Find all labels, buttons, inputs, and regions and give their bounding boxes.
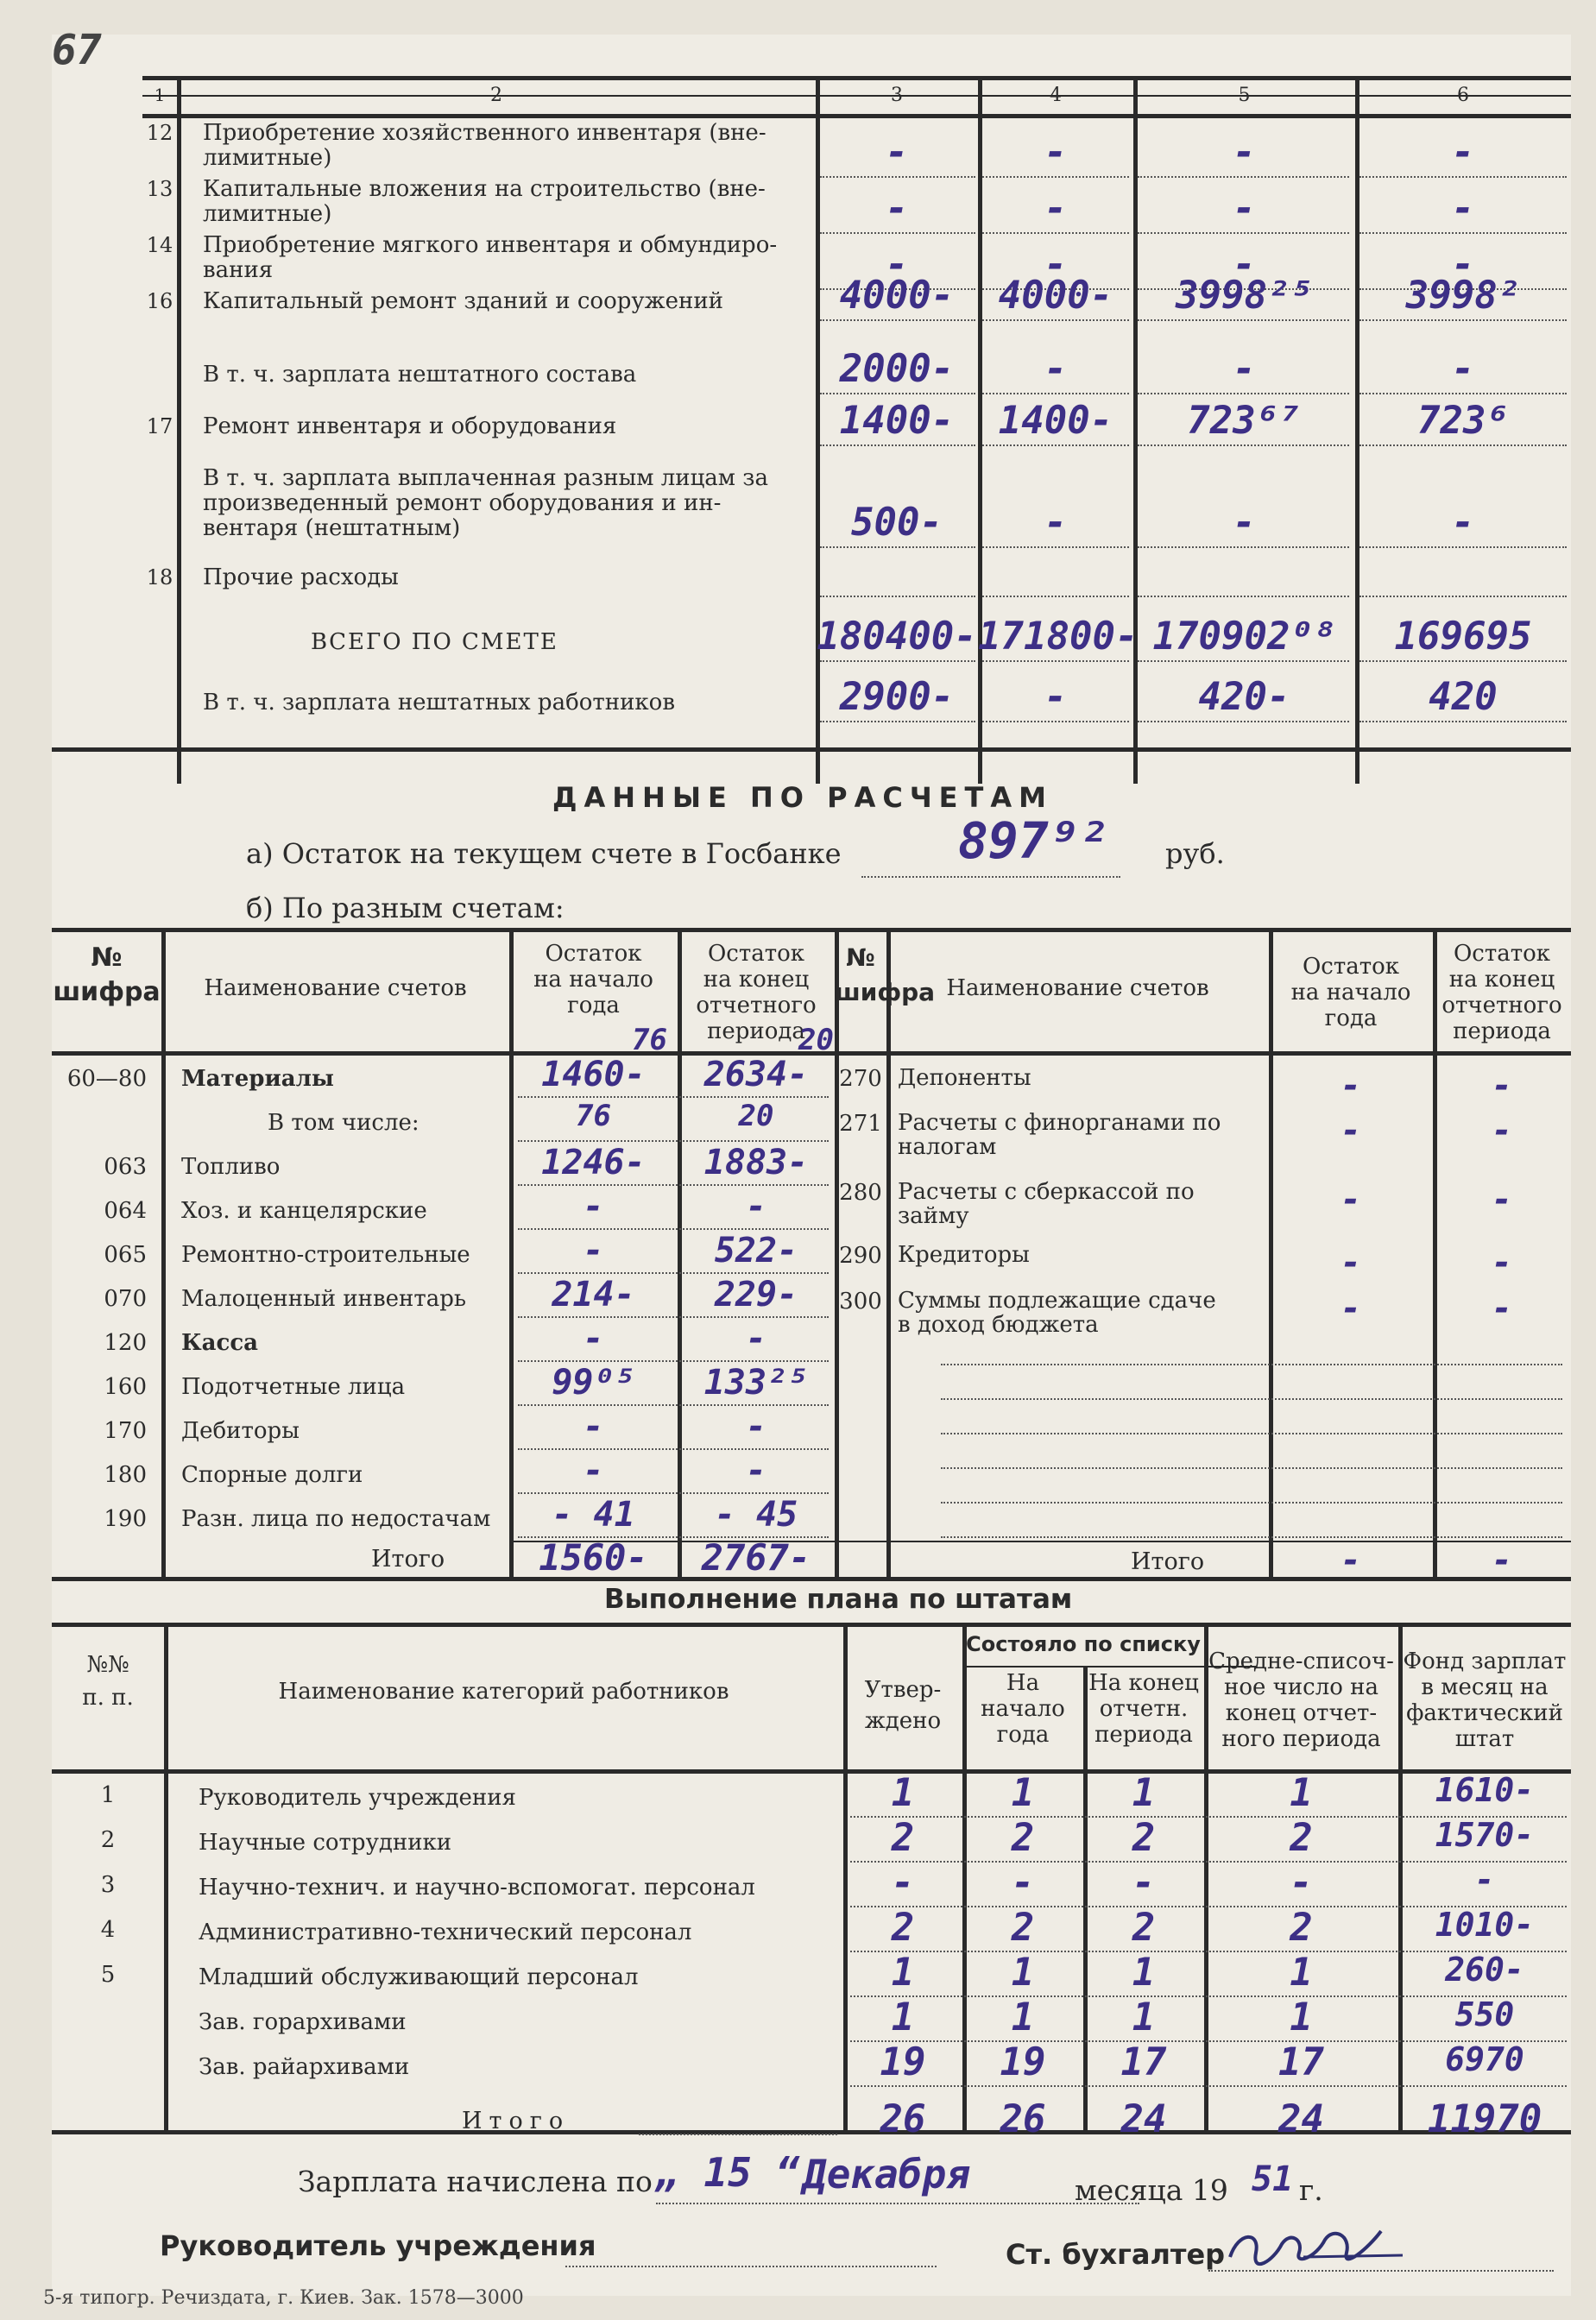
blank-rule — [941, 1536, 1562, 1538]
account-name: Разн. лица по недостачам — [181, 1506, 491, 1532]
row-value: - — [885, 130, 909, 174]
col-number-3: 3 — [891, 85, 903, 106]
header-end-right: Остаток на конец отчетного периода — [1441, 941, 1562, 1044]
row-value: - — [1044, 347, 1068, 391]
row-value: 1400- — [839, 399, 955, 443]
staff-header-approved: Утвер- ждено — [864, 1677, 942, 1734]
header-note-end: 20 — [798, 1023, 834, 1057]
staff-row-fund: 6970 — [1445, 2040, 1524, 2078]
bank-balance-line — [246, 837, 842, 870]
account-end: - — [745, 1407, 767, 1447]
row-rule — [1359, 232, 1567, 234]
staff-total-approved: 26 — [880, 2097, 926, 2141]
account-code: 300 — [839, 1289, 882, 1314]
staff-row-avg: 1 — [1290, 1951, 1313, 1995]
row-label: Прочие расходы — [203, 564, 399, 590]
account-rule — [518, 1272, 829, 1274]
row-value: 2900- — [839, 675, 955, 719]
staff-total-avg: 24 — [1278, 2097, 1324, 2141]
row-value: 169695 — [1394, 615, 1532, 659]
account-code: 070 — [104, 1286, 147, 1312]
header-name-left: Наименование счетов — [204, 975, 467, 1001]
staff-row-fund: 1610- — [1435, 1771, 1535, 1809]
account-rule — [518, 1184, 829, 1186]
staff-row-start: - — [1011, 1861, 1035, 1905]
staff-header-fund: Фонд зарплат в месяц на фактический штат — [1403, 1649, 1567, 1752]
salary-suffix: г. — [1299, 2173, 1323, 2207]
row-label: Капитальные вложения на строительство (вне- лимитные) — [203, 176, 766, 227]
account-rule — [518, 1316, 829, 1318]
left-total-label: Итого — [371, 1546, 445, 1573]
row-rule — [820, 393, 975, 394]
row-rule — [982, 176, 1129, 178]
account-code: 270 — [839, 1066, 882, 1092]
row-label: В т. ч. зарплата нештатного состава — [203, 362, 637, 388]
row-value: 1400- — [998, 399, 1113, 443]
staff-row-rule — [850, 2085, 1567, 2087]
row-number: 17 — [146, 414, 173, 438]
row-value: 4000- — [839, 274, 955, 318]
account-rule — [518, 1360, 829, 1362]
staff-row-name: Младший обслуживающий персонал — [199, 1964, 639, 1990]
row-rule — [1138, 176, 1349, 178]
header-start-right: Остаток на начало года — [1290, 954, 1411, 1031]
account-end: 522- — [714, 1231, 798, 1270]
various-accounts-label: б) По разным счетам: — [246, 892, 565, 924]
accountant-signature — [1221, 2214, 1411, 2274]
staff-row-fund: 1010- — [1435, 1906, 1535, 1944]
row-number: 13 — [146, 177, 173, 201]
account-start: - — [583, 1407, 604, 1447]
col-number-4: 4 — [1050, 85, 1062, 106]
row-rule — [1138, 660, 1349, 662]
row-value: 2000- — [839, 347, 955, 391]
account-code: 065 — [104, 1242, 147, 1268]
row-value: 170902⁰⁸ — [1152, 615, 1336, 659]
salary-day: „ 15 “ — [656, 2149, 800, 2196]
account-code: 160 — [104, 1374, 147, 1400]
staff-row-start: 1 — [1011, 1995, 1035, 2039]
header-note-start: 76 — [632, 1023, 667, 1057]
account-name: Ремонтно-строительные — [181, 1242, 470, 1268]
staff-row-fund: 1570- — [1435, 1816, 1535, 1854]
account-code: 290 — [839, 1243, 882, 1269]
row-number: 16 — [146, 289, 173, 313]
row-rule — [982, 232, 1129, 234]
header-name-right: Наименование счетов — [946, 975, 1209, 1001]
blank-rule — [941, 1364, 1562, 1365]
staff-row-number: 1 — [100, 1782, 116, 1808]
row-rule — [1359, 444, 1567, 446]
staff-row-fund: 260- — [1445, 1951, 1524, 1989]
row-value: - — [1044, 243, 1068, 287]
row-value: 500- — [851, 501, 943, 545]
right-total-start: - — [1340, 1541, 1362, 1580]
staff-header-group: Состояло по списку — [966, 1632, 1201, 1656]
account-start: - — [1340, 1180, 1362, 1220]
staff-row-approved: - — [891, 1861, 915, 1905]
row-rule — [820, 319, 975, 321]
row-value: 4000- — [998, 274, 1113, 318]
settlements-title: ДАННЫЕ ПО РАСЧЕТАМ — [552, 781, 1053, 814]
account-end: - — [745, 1187, 767, 1226]
staff-row-number: 2 — [100, 1827, 116, 1853]
account-start: - — [1340, 1243, 1362, 1283]
staff-row-approved: 2 — [891, 1816, 915, 1860]
staff-row-start: 1 — [1011, 1771, 1035, 1815]
row-rule — [1359, 319, 1567, 321]
header-code-left: № шифра — [53, 942, 161, 1007]
account-rule — [518, 1228, 829, 1230]
staff-row-approved: 1 — [891, 1771, 915, 1815]
staff-header-avg: Средне-списоч- ное число на конец отчет- ного периода — [1208, 1649, 1394, 1752]
staff-row-avg: 17 — [1278, 2040, 1324, 2084]
col-number-1: 1 — [154, 85, 166, 105]
row-label: Капитальный ремонт зданий и сооружений — [203, 288, 723, 314]
row-value: 420 — [1429, 675, 1498, 719]
row-value: - — [1451, 501, 1475, 545]
staff-row-name: Руководитель учреждения — [199, 1785, 516, 1811]
staff-row-avg: - — [1290, 1861, 1313, 1905]
account-end: - — [1491, 1111, 1513, 1151]
account-rule — [518, 1096, 829, 1098]
row-rule — [982, 660, 1129, 662]
staff-header-start: На начало года — [981, 1670, 1065, 1748]
row-value: - — [1451, 243, 1475, 287]
staff-row-approved: 1 — [891, 1951, 915, 1995]
staff-row-end: 1 — [1132, 1771, 1156, 1815]
staff-row-approved: 2 — [891, 1906, 915, 1950]
row-value: - — [1044, 675, 1068, 719]
staff-row-name: Научно-технич. и научно-вспомогат. персонал — [199, 1875, 755, 1901]
account-start: - — [583, 1451, 604, 1491]
row-value: 180400- — [817, 615, 977, 659]
staff-row-start: 19 — [1000, 2040, 1046, 2084]
accountant-label: Ст. бухгалтер — [1006, 2238, 1226, 2271]
row-label: Приобретение мягкого инвентаря и обмундиро- вания — [203, 232, 778, 283]
account-end: - 45 — [714, 1495, 798, 1535]
bank-balance-value: 897⁹² — [958, 811, 1109, 870]
account-code: 063 — [104, 1154, 147, 1180]
staff-row-end: 2 — [1132, 1906, 1156, 1950]
left-total-start: 1560- — [539, 1536, 648, 1579]
staff-row-avg: 2 — [1290, 1906, 1313, 1950]
account-name: Расчеты с финорганами по налогам — [898, 1110, 1221, 1160]
header-start-left: Остаток на начало года — [533, 941, 653, 1018]
account-code: 271 — [839, 1111, 882, 1137]
account-start: - — [583, 1319, 604, 1359]
header-end-left: Остаток на конец отчетного периода — [696, 941, 817, 1044]
account-code: 120 — [104, 1330, 147, 1356]
staff-row-start: 2 — [1011, 1906, 1035, 1950]
row-rule — [982, 546, 1129, 548]
left-total-end: 2767- — [701, 1536, 811, 1579]
account-start: 99⁰⁵ — [552, 1363, 635, 1403]
document-page — [43, 26, 1571, 2309]
staff-row-fund: 550 — [1454, 1995, 1515, 2033]
staff-row-fund: - — [1474, 1861, 1495, 1899]
account-rule — [518, 1448, 829, 1450]
row-value: - — [1233, 501, 1256, 545]
row-rule — [982, 596, 1129, 597]
staff-row-avg: 1 — [1290, 1995, 1313, 2039]
staff-row-approved: 19 — [880, 2040, 926, 2084]
row-rule — [982, 444, 1129, 446]
account-start: 1246- — [541, 1143, 646, 1182]
row-rule — [1138, 721, 1349, 722]
account-name: Подотчетные лица — [181, 1374, 406, 1400]
row-rule — [1138, 319, 1349, 321]
corner-note: 67 — [52, 26, 102, 74]
account-name: Малоценный инвентарь — [181, 1286, 467, 1312]
row-value: - — [1451, 130, 1475, 174]
account-end: - — [1491, 1180, 1513, 1220]
row-number: 12 — [146, 121, 173, 145]
row-rule — [982, 393, 1129, 394]
staff-row-name: Административно-технический персонал — [199, 1920, 692, 1945]
staff-row-number: 4 — [100, 1917, 116, 1943]
row-value: 3998²⁵ — [1176, 274, 1313, 318]
account-name: Касса — [181, 1330, 259, 1356]
row-rule — [820, 721, 975, 722]
account-name: Депоненты — [898, 1065, 1031, 1091]
blank-rule — [941, 1502, 1562, 1504]
staff-row-avg: 2 — [1290, 1816, 1313, 1860]
row-rule — [1359, 596, 1567, 597]
account-name: Кредиторы — [898, 1242, 1030, 1268]
row-label: Ремонт инвентаря и оборудования — [203, 413, 617, 439]
account-end: 1883- — [703, 1143, 809, 1182]
row-label: ВСЕГО ПО СМЕТЕ — [311, 629, 558, 655]
row-value: 723⁶⁷ — [1187, 399, 1302, 443]
row-value: - — [1044, 130, 1068, 174]
row-value: - — [1451, 186, 1475, 230]
account-code: 180 — [104, 1462, 147, 1488]
row-rule — [1138, 546, 1349, 548]
row-rule — [1138, 232, 1349, 234]
account-end: 2634- — [703, 1055, 809, 1094]
account-rule — [518, 1404, 829, 1406]
row-number: 18 — [146, 565, 173, 589]
row-label: В т. ч. зарплата нештатных работников — [203, 690, 675, 716]
row-rule — [820, 660, 975, 662]
account-name: Материалы — [181, 1066, 334, 1092]
staff-header-end: На конец отчетн. периода — [1088, 1670, 1199, 1748]
account-end: - — [1491, 1066, 1513, 1106]
staff-row-end: 1 — [1132, 1995, 1156, 2039]
account-name: Суммы подлежащие сдаче в доход бюджета — [898, 1288, 1216, 1338]
account-code: 60—80 — [66, 1066, 147, 1092]
row-rule — [820, 546, 975, 548]
staff-total-start: 26 — [1000, 2097, 1046, 2141]
staff-row-name: Зав. горархивами — [199, 2009, 407, 2035]
row-value: - — [1233, 243, 1256, 287]
account-code: 190 — [104, 1506, 147, 1532]
staff-row-approved: 1 — [891, 1995, 915, 2039]
staff-title: Выполнение плана по штатам — [604, 1584, 1073, 1615]
account-start: - — [1340, 1111, 1362, 1151]
row-value: - — [885, 243, 909, 287]
row-value: - — [1233, 186, 1256, 230]
account-name: Хоз. и канцелярские — [181, 1198, 427, 1224]
blank-rule — [941, 1433, 1562, 1434]
account-name: Топливо — [181, 1154, 281, 1180]
col-number-6: 6 — [1457, 85, 1469, 106]
staff-row-number: 3 — [100, 1872, 116, 1898]
account-code: 280 — [839, 1180, 882, 1206]
account-name: Спорные долги — [181, 1462, 363, 1488]
row-value: - — [1233, 130, 1256, 174]
account-end: 133²⁵ — [703, 1363, 809, 1403]
row-rule — [1138, 393, 1349, 394]
row-rule — [1359, 176, 1567, 178]
row-value: - — [885, 186, 909, 230]
row-rule — [1138, 444, 1349, 446]
right-total-end: - — [1491, 1541, 1513, 1580]
account-name: В том числе: — [268, 1110, 420, 1136]
account-end: - — [745, 1451, 767, 1491]
staff-total-end: 24 — [1120, 2097, 1167, 2141]
row-rule — [1359, 660, 1567, 662]
staff-row-end: 1 — [1132, 1951, 1156, 1995]
staff-row-end: - — [1132, 1861, 1156, 1905]
row-rule — [982, 721, 1129, 722]
row-value: 723⁶ — [1417, 399, 1509, 443]
row-value: 420- — [1198, 675, 1290, 719]
account-end: - — [1491, 1243, 1513, 1283]
staff-row-start: 2 — [1011, 1816, 1035, 1860]
staff-total-label: Итого — [462, 2108, 571, 2134]
account-start: - — [1340, 1066, 1362, 1106]
staff-row-end: 2 — [1132, 1816, 1156, 1860]
account-end: - — [745, 1319, 767, 1359]
row-label: В т. ч. зарплата выплаченная разным лицам за произведенный ремонт оборудования и ин- вентаря (нештатным) — [203, 465, 768, 541]
account-start: - 41 — [552, 1495, 635, 1535]
salary-year: 51 — [1252, 2159, 1294, 2199]
right-total-label: Итого — [1131, 1548, 1205, 1575]
staff-header-no: №№ п. п. — [82, 1652, 134, 1711]
account-start: 1460- — [541, 1055, 646, 1094]
row-rule — [1359, 393, 1567, 394]
row-label: Приобретение хозяйственного инвентаря (вне- лимитные) — [203, 120, 766, 171]
account-end: 229- — [714, 1275, 798, 1314]
header-code-right: № шифра — [835, 943, 936, 1006]
row-rule — [982, 319, 1129, 321]
account-end: 20 — [738, 1099, 774, 1133]
account-start: - — [1340, 1289, 1362, 1328]
row-number: 14 — [146, 233, 173, 257]
row-rule — [1359, 721, 1567, 722]
account-name: Дебиторы — [181, 1418, 300, 1444]
account-start: - — [583, 1231, 604, 1270]
col-number-2: 2 — [490, 85, 502, 106]
row-rule — [820, 444, 975, 446]
staff-row-end: 17 — [1120, 2040, 1167, 2084]
row-value: - — [1044, 501, 1068, 545]
row-rule — [1359, 546, 1567, 548]
staff-header-name: Наименование категорий работников — [278, 1679, 729, 1705]
staff-row-number: 5 — [100, 1962, 116, 1988]
staff-row-avg: 1 — [1290, 1771, 1313, 1815]
salary-month: Декабря — [803, 2151, 970, 2197]
salary-middle: месяца 19 — [1075, 2173, 1228, 2207]
account-start: 214- — [552, 1275, 635, 1314]
account-name: Расчеты с сберкассой по займу — [898, 1179, 1195, 1229]
head-label: Руководитель учреждения — [160, 2229, 596, 2262]
bank-balance-label: а) Остаток на текущем счете в Госбанке — [246, 837, 842, 870]
salary-prefix: Зарплата начислена по — [298, 2165, 653, 2198]
account-rule — [518, 1140, 829, 1142]
row-value: - — [1233, 347, 1256, 391]
row-value: - — [1044, 186, 1068, 230]
col-number-5: 5 — [1238, 85, 1251, 106]
row-rule — [1138, 596, 1349, 597]
staff-row-start: 1 — [1011, 1951, 1035, 1995]
row-rule — [820, 232, 975, 234]
account-start: 76 — [576, 1099, 611, 1133]
bank-balance-unit: руб. — [1165, 837, 1225, 870]
account-end: - — [1491, 1289, 1513, 1328]
row-rule — [820, 176, 975, 178]
row-rule — [820, 596, 975, 597]
account-code: 170 — [104, 1418, 147, 1444]
printer-note: 5-я типогр. Речиздата, г. Киев. Зак. 1578—3000 — [43, 2287, 524, 2309]
row-value: 171800- — [978, 615, 1139, 659]
staff-total-fund: 11970 — [1427, 2097, 1542, 2141]
account-rule — [518, 1492, 829, 1494]
staff-row-name: Научные сотрудники — [199, 1830, 452, 1856]
account-start: - — [583, 1187, 604, 1226]
row-value: 3998² — [1405, 274, 1521, 318]
blank-rule — [941, 1398, 1562, 1400]
salary-line — [298, 2165, 653, 2198]
row-value: - — [1451, 347, 1475, 391]
staff-row-name: Зав. райархивами — [199, 2054, 410, 2080]
blank-rule — [941, 1467, 1562, 1469]
account-code: 064 — [104, 1198, 147, 1224]
